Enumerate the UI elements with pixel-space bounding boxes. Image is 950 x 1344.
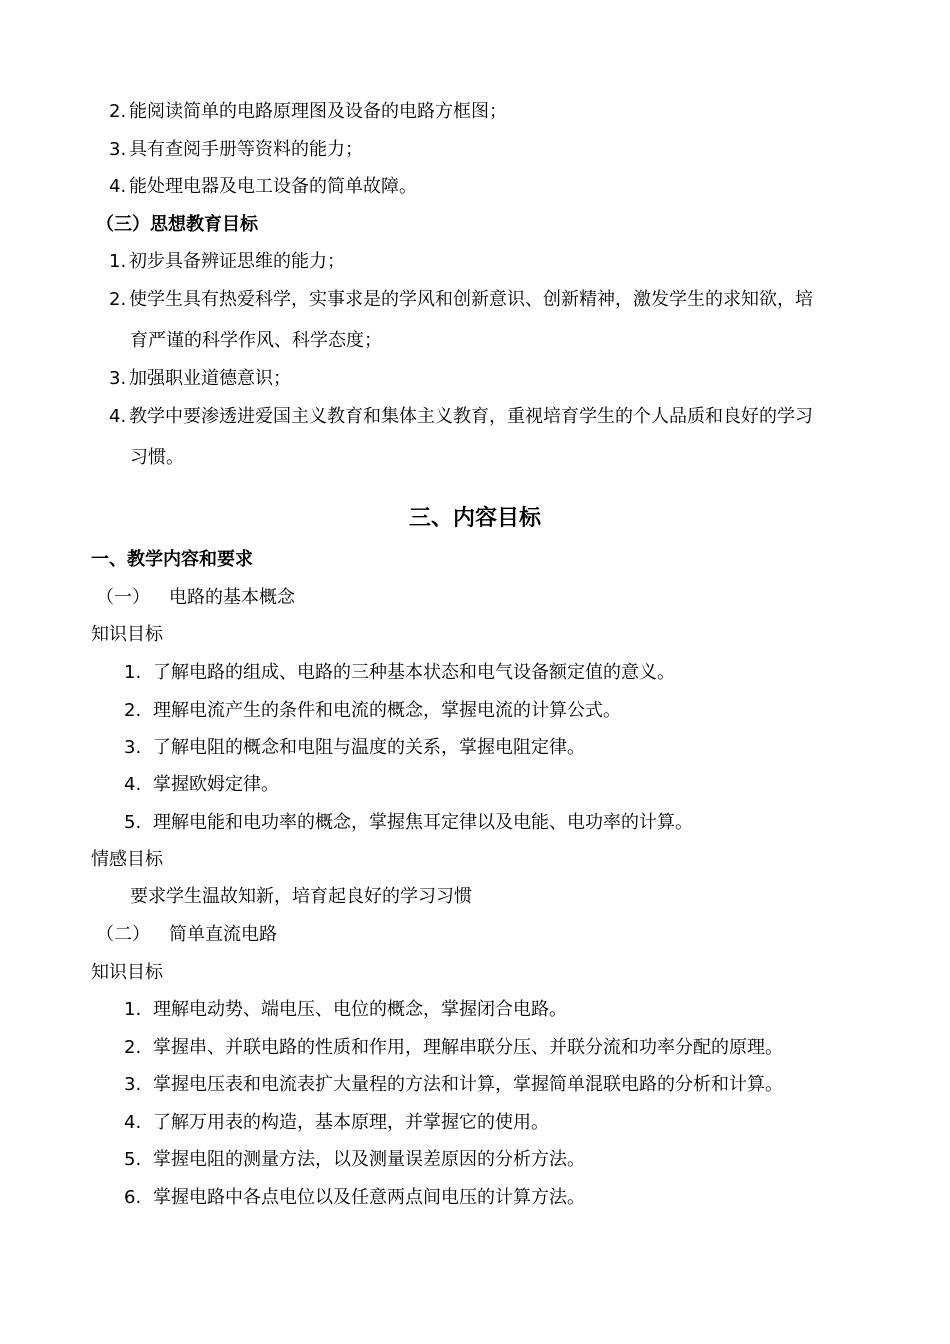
unit1-item-5: 5. 理解电能和电功率的概念，掌握焦耳定律以及电能、电功率的计算。 [124, 812, 693, 833]
ideology-item-1: 1. 初步具备辨证思维的能力； [109, 251, 345, 272]
ideology-item-2: 2. 使学生具有热爱科学，实事求是的学风和创新意识、创新精神，激发学生的求知欲，培 [109, 289, 813, 310]
unit1-item-2: 2. 理解电流产生的条件和电流的概念，掌握电流的计算公式。 [124, 700, 621, 721]
unit1-emotion-label: 情感目标 [91, 849, 163, 870]
unit1-knowledge-label: 知识目标 [91, 624, 163, 645]
unit1-item-1: 1. 了解电路的组成、电路的三种基本状态和电气设备额定值的意义。 [124, 662, 675, 683]
ideology-heading: （三）思想教育目标 [96, 214, 258, 235]
unit1-heading: （一） 电路的基本概念 [96, 587, 295, 608]
ideology-item-4: 4. 教学中要渗透进爱国主义教育和集体主义教育，重视培育学生的个人品质和良好的学习 [109, 406, 813, 427]
ideology-item-3: 3. 加强职业道德意识； [109, 368, 291, 389]
ability-item-4: 4. 能处理电器及电工设备的简单故障。 [109, 176, 417, 197]
ability-item-3: 3. 具有查阅手册等资料的能力； [109, 139, 363, 160]
ideology-item-4-continuation: 习惯。 [130, 447, 184, 468]
unit2-item-2: 2. 掌握串、并联电路的性质和作用，理解串联分压、并联分流和功率分配的原理。 [124, 1037, 783, 1058]
unit1-item-4: 4. 掌握欧姆定律。 [124, 774, 279, 795]
unit2-item-4: 4. 了解万用表的构造，基本原理，并掌握它的使用。 [124, 1112, 549, 1133]
ability-item-2: 2. 能阅读简单的电路原理图及设备的电路方框图； [109, 101, 507, 122]
ideology-item-2-continuation: 育严谨的科学作风、科学态度； [130, 330, 382, 351]
unit2-knowledge-label: 知识目标 [91, 962, 163, 983]
section-subheading: 一、教学内容和要求 [91, 549, 253, 570]
unit1-item-3: 3. 了解电阻的概念和电阻与温度的关系，掌握电阻定律。 [124, 737, 585, 758]
unit2-heading: （二） 简单直流电路 [96, 924, 277, 945]
section-title: 三、内容目标 [408, 506, 541, 531]
unit2-item-1: 1. 理解电动势、端电压、电位的概念，掌握闭合电路。 [124, 999, 567, 1020]
unit2-item-3: 3. 掌握电压表和电流表扩大量程的方法和计算，掌握简单混联电路的分析和计算。 [124, 1074, 783, 1095]
unit2-item-6: 6. 掌握电路中各点电位以及任意两点间电压的计算方法。 [124, 1187, 585, 1208]
unit1-emotion-text: 要求学生温故知新，培育起良好的学习习惯 [130, 886, 472, 907]
unit2-item-5: 5. 掌握电阻的测量方法，以及测量误差原因的分析方法。 [124, 1149, 585, 1170]
